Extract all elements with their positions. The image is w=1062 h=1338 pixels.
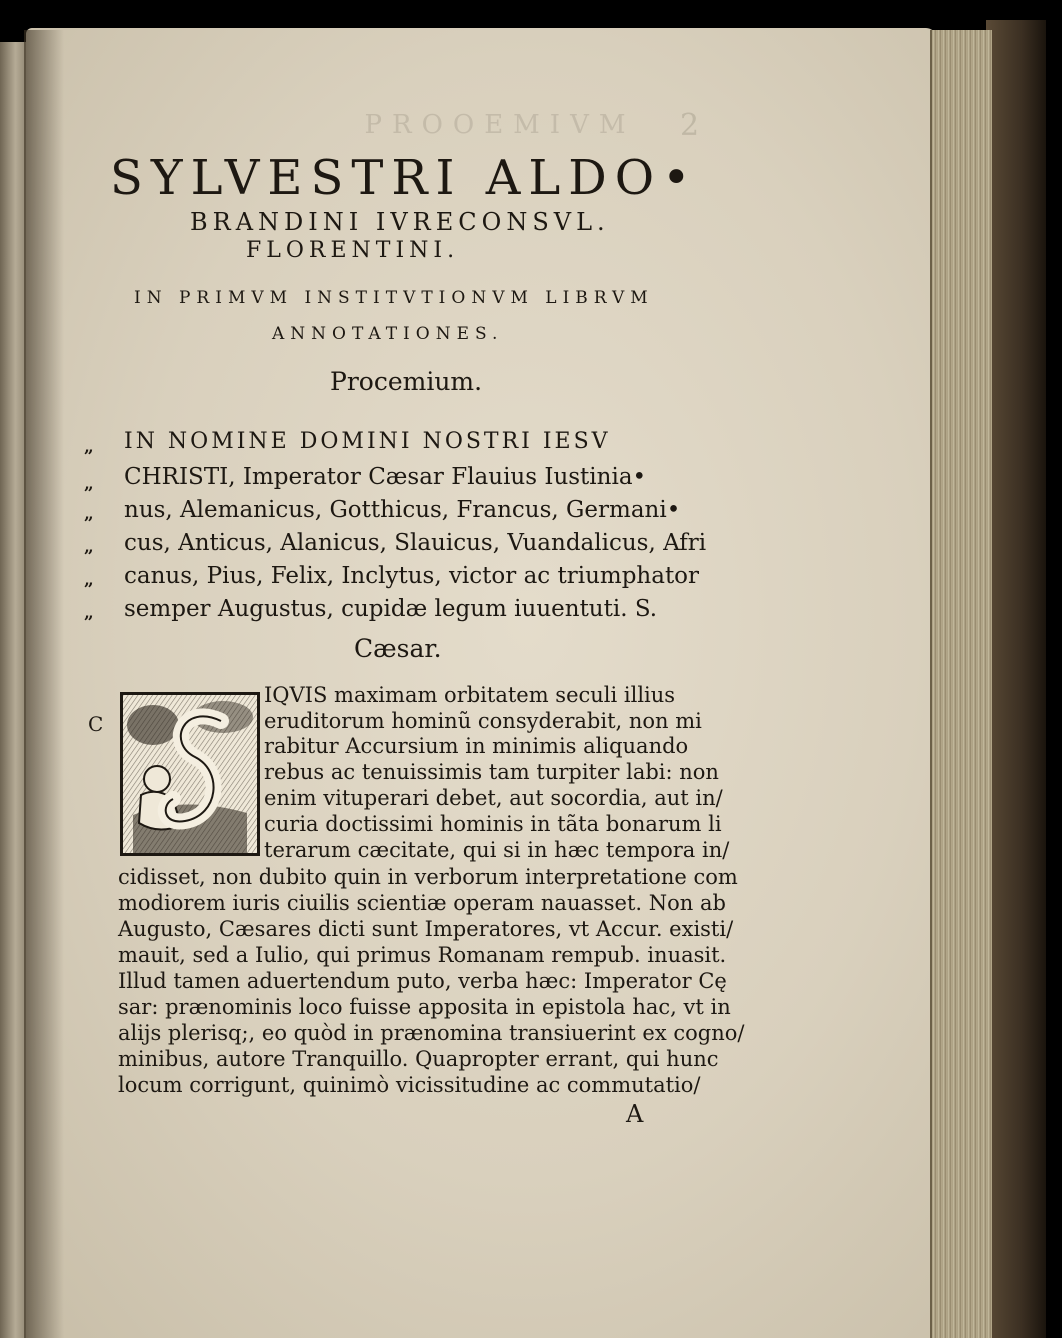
body-line: mauit, sed a Iulio, qui primus Romanam rempub. inuasit. — [118, 943, 727, 967]
decorated-initial-s — [120, 692, 260, 856]
body-line: eruditorum hominũ consyderabit, non mi — [264, 709, 702, 733]
title-line-2: BRANDINI IVRECONSVL. — [190, 208, 610, 236]
heading-caesar: Cæsar. — [354, 634, 442, 663]
show-through-number: 2 — [680, 108, 700, 143]
margin-quote: „ — [84, 570, 94, 590]
body-line: Augusto, Cæsares dicti sunt Imperatores, vt Accur. existi/ — [118, 917, 734, 941]
title-line-5: ANNOTATIONES. — [272, 324, 504, 344]
margin-quote: „ — [84, 603, 94, 623]
body-line: cidisset, non dubito quin in verborum interpretatione com — [118, 865, 738, 889]
page-edges — [930, 30, 992, 1338]
title-line-1: SYLVESTRI ALDO• — [110, 150, 699, 206]
signature-mark: A — [626, 1100, 644, 1128]
body-line: minibus, autore Tranquillo. Quapropter errant, qui hunc — [118, 1047, 719, 1071]
show-through-text: PROOEMIVM — [364, 110, 636, 140]
title-line-4: IN PRIMVM INSTITVTIONVM LIBRVM — [134, 288, 654, 308]
body-line: alijs plerisq;, eo quòd in prænomina transiuerint ex cogno/ — [118, 1021, 745, 1045]
margin-quote: „ — [84, 474, 94, 494]
body-line: sar: prænominis loco fuisse apposita in epistola hac, vt in — [118, 995, 731, 1019]
invocation-line: IN NOMINE DOMINI NOSTRI IESV — [124, 429, 611, 454]
gutter-shadow — [24, 30, 64, 1338]
invocation-line: semper Augustus, cupidæ legum iuuentuti. S. — [124, 596, 658, 622]
book-cover — [986, 20, 1046, 1338]
body-line: enim vituperari debet, aut socordia, aut in/ — [264, 786, 723, 810]
body-line: rabitur Accursium in minimis aliquando — [264, 734, 689, 758]
body-line: curia doctissimi hominis in tãta bonarum li — [264, 812, 722, 836]
body-line: rebus ac tenuissimis tam turpiter labi: non — [264, 760, 719, 784]
margin-quote: „ — [84, 437, 94, 457]
margin-quote: „ — [84, 504, 94, 524]
heading-procemium: Procemium. — [330, 367, 483, 396]
invocation-line: nus, Alemanicus, Gotthicus, Francus, Germani• — [124, 497, 681, 523]
woodcut-illustration — [123, 695, 257, 853]
title-line-3: FLORENTINI. — [246, 238, 460, 263]
margin-quote: „ — [84, 537, 94, 557]
body-line: terarum cæcitate, qui si in hæc tempora in/ — [264, 838, 730, 862]
body-line: Illud tamen aduertendum puto, verba hæc: Imperator Cę — [118, 969, 727, 993]
margin-letter: C — [88, 712, 104, 736]
body-line: modiorem iuris ciuilis scientiæ operam nauasset. Non ab — [118, 891, 726, 915]
invocation-line: cus, Anticus, Alanicus, Slauicus, Vuandalicus, Afri — [124, 530, 707, 556]
invocation-line: CHRISTI, Imperator Cæsar Flauius Iustinia• — [124, 464, 647, 490]
body-line: IQVIS maximam orbitatem seculi illius — [264, 683, 676, 707]
body-line: locum corrigunt, quinimò vicissitudine ac commutatio/ — [118, 1073, 701, 1097]
invocation-line: canus, Pius, Felix, Inclytus, victor ac triumphator — [124, 563, 700, 589]
